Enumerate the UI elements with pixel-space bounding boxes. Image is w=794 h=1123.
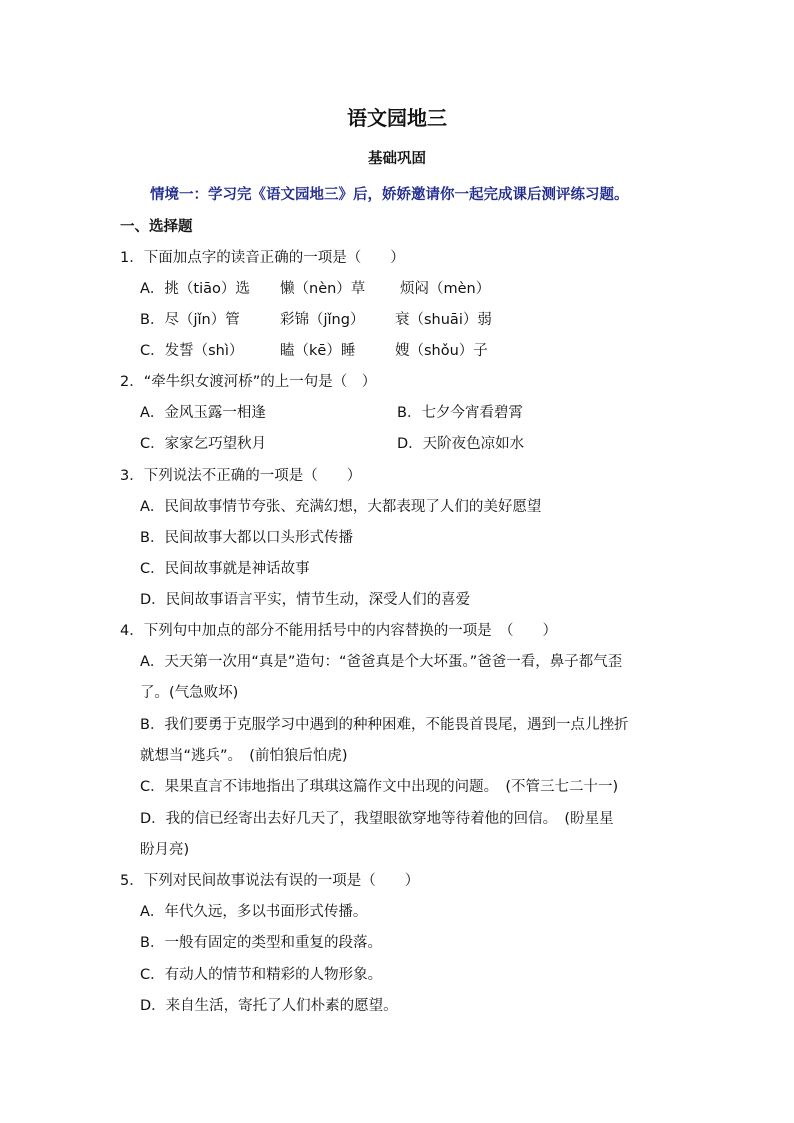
question-2-option-a: A．金风玉露一相逢 [140,405,266,421]
question-1-option-c [140,340,488,362]
option-c-part-2: 瞌（kē）睡 [280,343,356,359]
question-5-option-a: A．年代久远，多以书面形式传播。 [140,904,368,920]
question-5-option-c: C．有动人的情节和精彩的人物形象。 [140,967,383,983]
question-2-stem: 2．“牵牛织女渡河桥”的上一句是（ ） [120,374,377,390]
question-3-option-a: A．民间故事情节夸张、充满幻想，大都表现了人们的美好愿望 [140,499,542,515]
page-subtitle: 基础巩固 [368,151,426,167]
question-4-option-d: D．我的信已经寄出去好几天了，我望眼欲穿地等待着他的回信。 (盼星星 [140,811,614,827]
page-title: 语文园地三 [347,106,447,130]
option-b-part-2: 彩锦（jǐng） [280,312,365,328]
question-2-option-b: B．七夕今宵看碧霄 [397,405,523,421]
question-5-option-d: D．来自生活，寄托了人们朴素的愿望。 [140,998,398,1014]
question-1-option-b [140,309,492,331]
question-3-option-c: C．民间故事就是神话故事 [140,561,310,577]
question-5-stem: 5．下列对民间故事说法有误的一项是（ ） [120,873,420,889]
scenario-intro: 情境一：学习完《语文园地三》后，娇娇邀请你一起完成课后测评练习题。 [150,187,629,203]
option-a-part-1: A．挑（tiāo）选 [140,281,250,297]
question-1-option-a [140,278,490,300]
question-3-option-b: B．民间故事大都以口头形式传播 [140,530,353,546]
question-5-option-b: B．一般有固定的类型和重复的段落。 [140,935,382,951]
question-2-option-d: D．天阶夜色凉如水 [397,436,525,452]
question-3-option-d: D．民间故事语言平实，情节生动，深受人们的喜爱 [140,592,471,608]
question-4-option-a-cont: 了。(气急败坏) [140,685,239,701]
option-a-part-2: 懒（nèn）草 [280,281,366,297]
option-b-part-1: B．尽（jǐn）管 [140,312,240,328]
option-a-part-3: 烦闷（mèn） [400,281,491,297]
question-4-option-b-cont: 就想当“逃兵”。 (前怕狼后怕虎) [140,748,348,764]
question-4-option-c: C．果果直言不讳地指出了琪琪这篇作文中出现的问题。 (不管三七二十一) [140,779,619,795]
question-1-stem: 1．下面加点字的读音正确的一项是（ ） [120,250,405,266]
option-b-part-3: 衰（shuāi）弱 [395,312,492,328]
question-4-option-b: B．我们要勇于克服学习中遇到的种种困难，不能畏首畏尾，遇到一点儿挫折 [140,717,629,733]
option-c-part-1: C．发誓（shì） [140,343,244,359]
question-3-stem: 3．下列说法不正确的一项是（ ） [120,468,362,484]
question-2-option-c: C．家家乞巧望秋月 [140,436,267,452]
question-4-option-d-cont: 盼月亮) [140,842,190,858]
section-heading: 一、选择题 [120,219,193,235]
option-c-part-3: 嫂（shǒu）子 [395,343,488,359]
question-4-option-a: A．天天第一次用“真是”造句：“爸爸真是个大坏蛋。”爸爸一看，鼻子都气歪 [140,654,623,670]
question-4-stem: 4．下列句中加点的部分不能用括号中的内容替换的一项是 （ ） [120,623,557,639]
